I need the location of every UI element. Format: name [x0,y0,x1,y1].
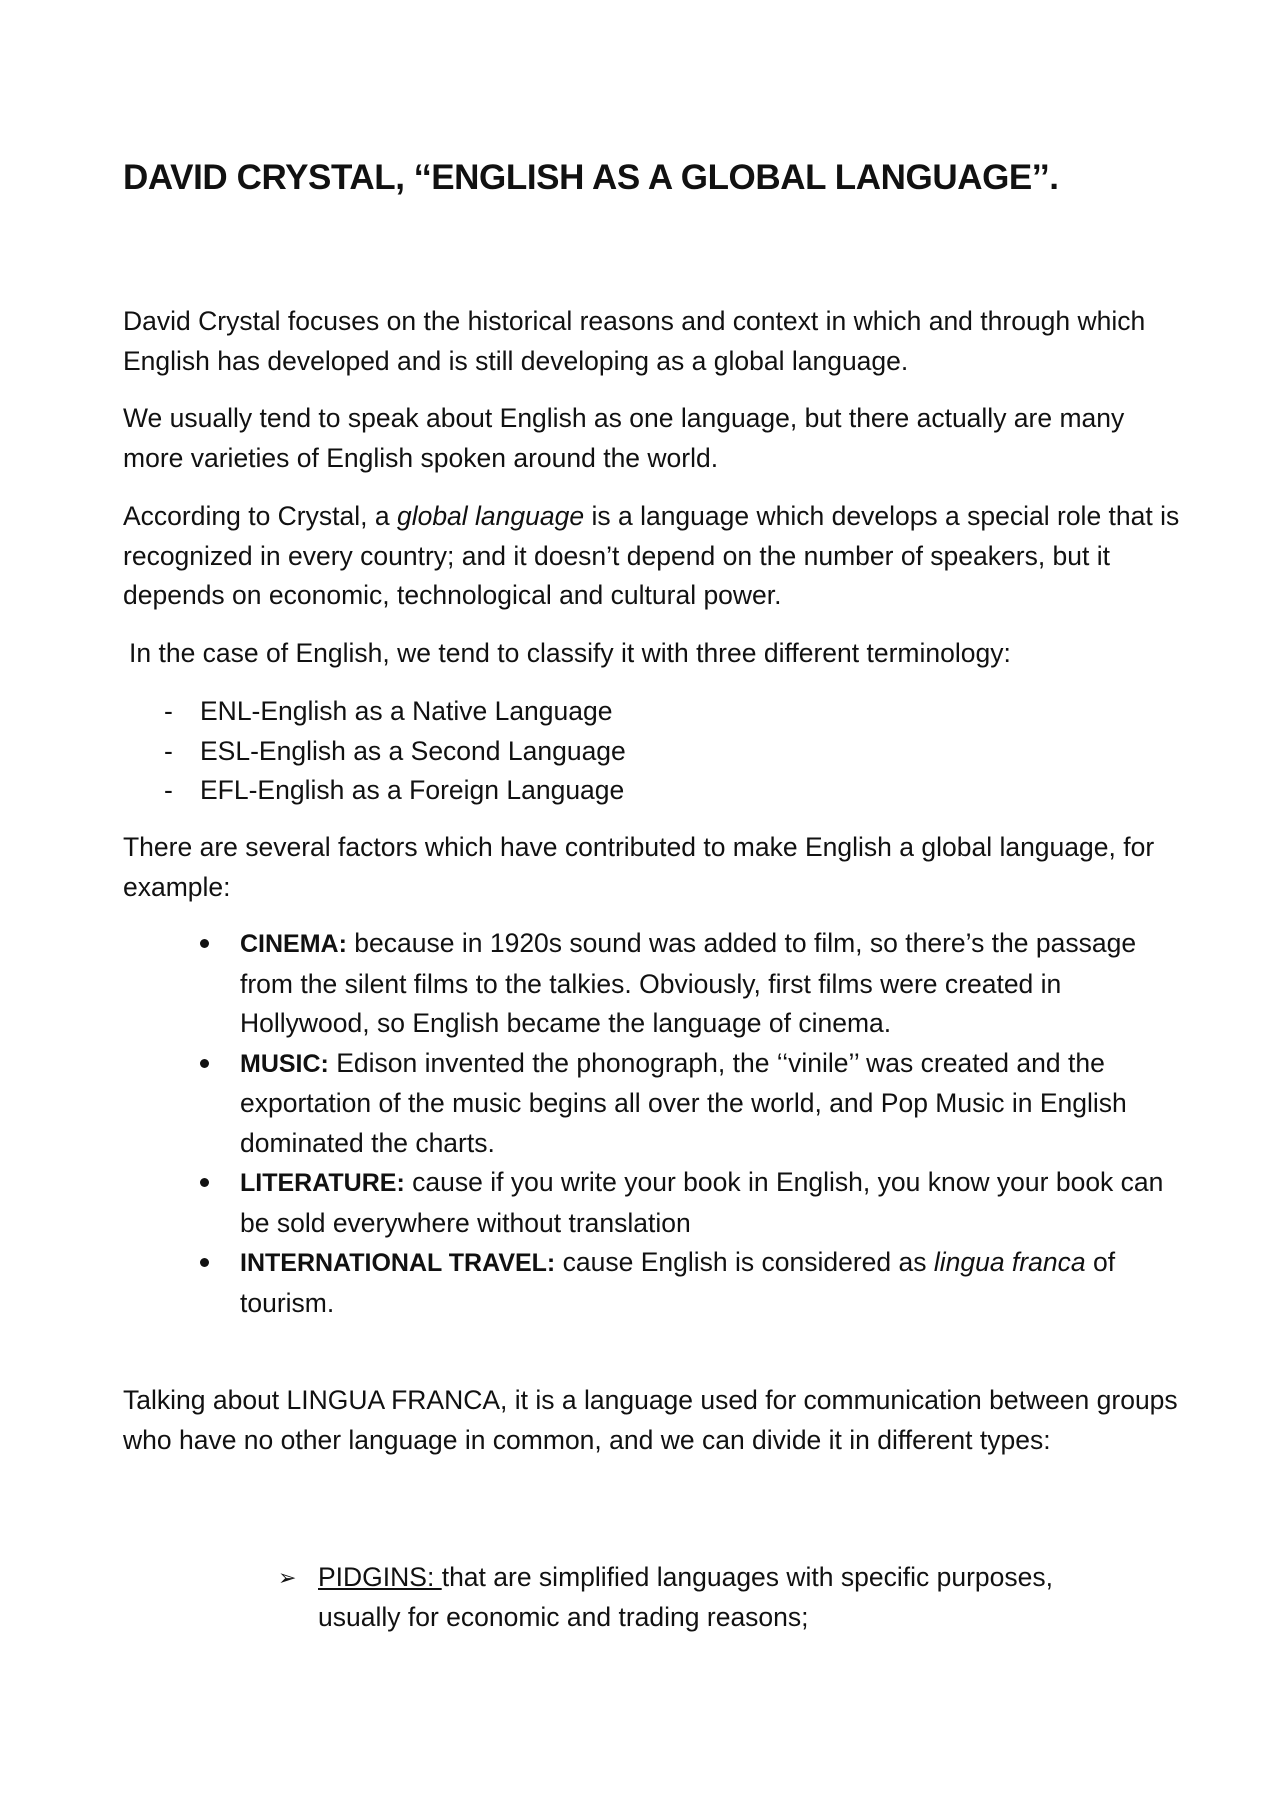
dash-marker: - [164,696,173,726]
dash-marker: - [164,735,173,766]
bullet-icon [200,1059,209,1068]
list-item [200,1243,1180,1323]
types-list [278,1558,1098,1637]
paragraph-global-language-definition [123,497,1183,616]
list-item [278,1558,1098,1637]
list-item [164,732,626,772]
factor-text-end: of tourism. [240,1247,1116,1318]
arrow-bullet-icon: ➢ [278,1565,297,1590]
bullet-icon [200,1178,209,1187]
bullet-icon [200,1258,209,1267]
terminology-item-text: ESL-English as a Second Language [200,735,626,766]
type-text: that are simplified languages with specific purposes, usually for economic and trading reasons; [318,1562,1054,1632]
terminology-item-text: ENL-English as a Native Language [200,696,613,726]
paragraph-varieties: We usually tend to speak about English as one language, but there actually are many more varieties of English spoken around the world. [123,403,1125,473]
definition-text-start: According to Crystal, a [123,501,397,531]
factor-label: INTERNATIONAL TRAVEL: [240,1249,556,1277]
paragraph-factors-intro: There are several factors which have contributed to make English a global language, for example: [123,832,1155,902]
factor-text: cause English is considered as [555,1247,934,1277]
paragraph-lingua-franca: Talking about LINGUA FRANCA, it is a language used for communication between groups who have no other language in common, and we can divide it in different types: [123,1385,1178,1455]
factor-text: because in 1920s sound was added to film, so there’s the passage from the silent films to the talkies. Obviously, first films were created in Hollywood, so English became the language of cinema. [240,928,1137,1038]
paragraph-terminology-intro: In the case of English, we tend to classify it with three different terminology: [129,638,1011,668]
factor-text: cause if you write your book in English, you know your book can be sold everywhere without translation [240,1167,1164,1238]
document-title: DAVID CRYSTAL, ‘‘ENGLISH AS A GLOBAL LANGUAGE’’. [123,158,1059,197]
list-item [200,1163,1180,1243]
terminology-item-text: EFL-English as a Foreign Language [200,775,625,805]
factors-list [200,924,1180,1323]
list-item [164,771,626,811]
type-label: PIDGINS: [318,1562,442,1592]
factor-text: Edison invented the phonograph, the ‘‘vinile’’ was created and the exportation of the music begins all over the world, and Pop Music in English dominated the charts. [240,1047,1127,1158]
factor-label: LITERATURE: [240,1169,405,1197]
factor-italic-term: lingua franca [933,1247,1086,1277]
paragraph-intro: David Crystal focuses on the historical reasons and context in which and through which English has developed and is still developing as a global language. [123,306,1146,376]
list-item [200,1044,1180,1164]
list-item [164,692,626,732]
factor-label: CINEMA: [240,930,347,958]
definition-italic-term: global language [396,501,585,531]
bullet-icon [200,939,209,948]
factor-label: MUSIC: [240,1049,329,1078]
list-item [200,924,1180,1044]
dash-marker: - [164,775,173,805]
definition-text-end: is a language which develops a special role that is recognized in every country; and it doesn’t depend on the number of speakers, but it depends on economic, technological and cultural power. [123,501,1180,610]
terminology-list [164,692,626,811]
